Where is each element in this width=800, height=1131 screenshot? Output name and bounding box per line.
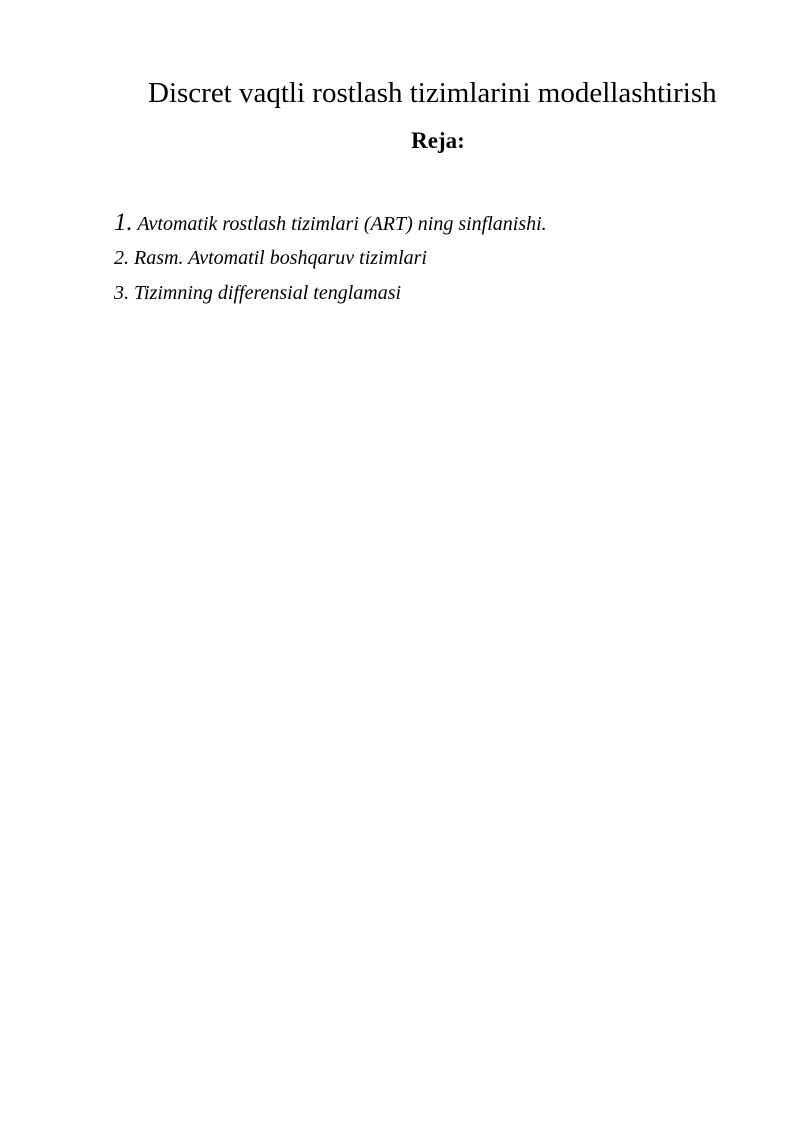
plan-item-number: 2.: [114, 247, 129, 269]
plan-item-number: 1.: [114, 209, 133, 236]
plan-item-3: [114, 281, 547, 305]
plan-heading: Reja:: [411, 128, 465, 153]
plan-item-text: Rasm. Avtomatil boshqaruv tizimlari: [134, 247, 427, 269]
plan-item-2: [114, 246, 547, 270]
document-title: Discret vaqtli rostlash tizimlarini modellashtirish: [148, 77, 717, 109]
plan-item-1: [114, 208, 547, 238]
plan-item-text: Tizimning differensial tenglamasi: [134, 282, 402, 304]
plan-list: [114, 208, 547, 305]
plan-item-text: Avtomatik rostlash tizimlari (ART) ning sinflanishi.: [137, 213, 547, 235]
plan-item-number: 3.: [114, 282, 129, 304]
